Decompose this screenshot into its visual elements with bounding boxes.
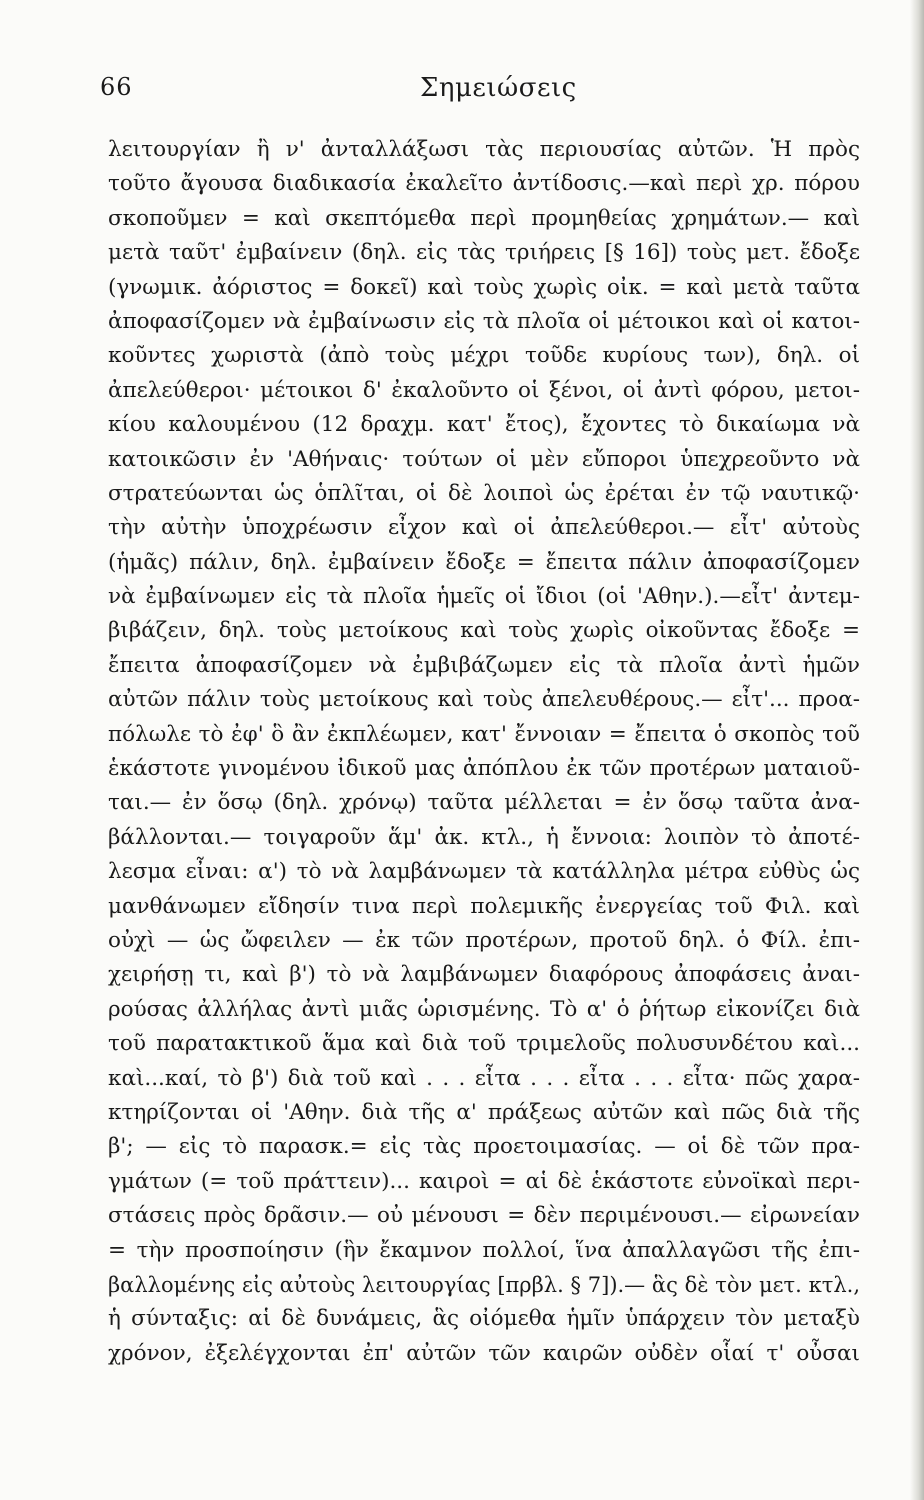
text-line: μετὰ ταῦτ' ἐμβαίνειν (δηλ. εἰς τὰς τριήρεις [§ 16]) τοὺς μετ. ἔδοξε bbox=[108, 240, 860, 266]
text-line: τοῦτο ἄγουσα διαδικασία ἐκαλεῖτο ἀντίδοσις.—καὶ περὶ χρ. πόρου bbox=[108, 171, 860, 197]
text-line: = τὴν προσποίησιν (ἣν ἔκαμνον πολλοί, ἵνα ἀπαλλαγῶσι τῆς ἐπι- bbox=[108, 1237, 860, 1263]
text-line: (γνωμικ. ἀόριστος = δοκεῖ) καὶ τοὺς χωρὶς οἰκ. = καὶ μετὰ ταῦτα bbox=[108, 274, 860, 300]
text-line: ἔπειτα ἀποφασίζομεν νὰ ἐμβιβάζωμεν εἰς τὰ πλοῖα ἀντὶ ἡμῶν bbox=[108, 652, 860, 678]
text-line: χειρήσῃ τι, καὶ β') τὸ νὰ λαμβάνωμεν διαφόρους ἀποφάσεις ἀναι- bbox=[108, 962, 860, 988]
text-line: τὴν αὐτὴν ὑποχρέωσιν εἶχον καὶ οἱ ἀπελεύθεροι.— εἶτ' αὐτοὺς bbox=[108, 515, 860, 541]
text-line: κατοικῶσιν ἐν 'Αθήναις· τούτων οἱ μὲν εὔποροι ὑπεχρεοῦντο νὰ bbox=[108, 446, 860, 472]
text-line: σκοποῦμεν = καὶ σκεπτόμεθα περὶ προμηθείας χρημάτων.— καὶ bbox=[108, 205, 860, 231]
text-line: βιβάζειν, δηλ. τοὺς μετοίκους καὶ τοὺς χωρὶς οἰκοῦντας ἔδοξε = bbox=[108, 618, 860, 644]
text-line: (ἡμᾶς) πάλιν, δηλ. ἐμβαίνειν ἔδοξε = ἔπειτα πάλιν ἀποφασίζομεν bbox=[108, 549, 860, 575]
text-line: καὶ...καί, τὸ β') διὰ τοῦ καὶ . . . εἶτα . . . εἶτα . . . εἶτα· πῶς χαρα- bbox=[108, 1065, 860, 1091]
text-line: γμάτων (= τοῦ πράττειν)... καιροὶ = αἱ δὲ ἑκάστοτε εὐνοϊκαὶ περι- bbox=[108, 1168, 860, 1194]
text-line: τοῦ παρατακτικοῦ ἅμα καὶ διὰ τοῦ τριμελοῦς πολυσυνδέτου καὶ... bbox=[108, 1031, 860, 1057]
text-line: στάσεις πρὸς δρᾶσιν.— οὐ μένουσι = δὲν περιμένουσι.— εἰρωνείαν bbox=[108, 1203, 860, 1229]
text-line: λειτουργίαν ἢ ν' ἀνταλλάξωσι τὰς περιουσίας αὐτῶν. Ἡ πρὸς bbox=[108, 137, 860, 162]
text-line: νὰ ἐμβαίνωμεν εἰς τὰ πλοῖα ἡμεῖς οἱ ἴδιοι (οἱ 'Αθην.).—εἶτ' ἀντεμ- bbox=[108, 584, 860, 610]
text-line: β'; — εἰς τὸ παρασκ.= εἰς τὰς προετοιμασίας. — οἱ δὲ τῶν πρα- bbox=[108, 1134, 860, 1160]
text-line: πόλωλε τὸ ἐφ' ὃ ἂν ἐκπλέωμεν, κατ' ἔννοιαν = ἔπειτα ὁ σκοπὸς τοῦ bbox=[108, 721, 860, 747]
text-line: χρόνον, ἐξελέγχονται ἐπ' αὐτῶν τῶν καιρῶν οὐδὲν οἷαί τ' οὖσαι bbox=[108, 1340, 860, 1366]
text-line: στρατεύωνται ὡς ὁπλῖται, οἱ δὲ λοιποὶ ὡς ἐρέται ἐν τῷ ναυτικῷ· bbox=[108, 480, 860, 506]
text-line: βαλλομένης εἰς αὐτοὺς λειτουργίας [πρβλ. § 7]).— ἃς δὲ τὸν μετ. κτλ., bbox=[108, 1272, 860, 1297]
text-line: βάλλονται.— τοιγαροῦν ἅμ' ἀκ. κτλ., ἡ ἔννοια: λοιπὸν τὸ ἀποτέ- bbox=[108, 824, 860, 850]
page-header bbox=[100, 73, 860, 105]
page-number: 66 bbox=[100, 73, 133, 101]
page-edge-shadow bbox=[910, 0, 924, 1500]
text-line: λεσμα εἶναι: α') τὸ νὰ λαμβάνωμεν τὰ κατάλληλα μέτρα εὐθὺς ὡς bbox=[108, 859, 860, 885]
text-line: ἑκάστοτε γινομένου ἰδικοῦ μας ἀπόπλου ἐκ τῶν προτέρων ματαιοῦ- bbox=[108, 756, 860, 782]
notes-text bbox=[108, 133, 860, 1371]
text-line: οὐχὶ — ὡς ὤφειλεν — ἐκ τῶν προτέρων, προτοῦ δηλ. ὁ Φίλ. ἐπι- bbox=[108, 927, 860, 953]
text-line: κίου καλουμένου (12 δραχμ. κατ' ἔτος), ἔχοντες τὸ δικαίωμα νὰ bbox=[108, 412, 860, 438]
text-line: κοῦντες χωριστὰ (ἀπὸ τοὺς μέχρι τοῦδε κυρίους των), δηλ. οἱ bbox=[108, 343, 860, 369]
running-head: Σημειώσεις bbox=[420, 73, 577, 103]
text-line: ἀποφασίζομεν νὰ ἐμβαίνωσιν εἰς τὰ πλοῖα οἱ μέτοικοι καὶ οἱ κατοι- bbox=[108, 308, 860, 334]
text-line: αὐτῶν πάλιν τοὺς μετοίκους καὶ τοὺς ἀπελευθέρους.— εἶτ'... προα- bbox=[108, 687, 860, 713]
text-line: ται.— ἐν ὅσῳ (δηλ. χρόνῳ) ταῦτα μέλλεται = ἐν ὅσῳ ταῦτα ἀνα- bbox=[108, 790, 860, 816]
text-line: ἡ σύνταξις: αἱ δὲ δυνάμεις, ἃς οἰόμεθα ἡμῖν ὑπάρχειν τὸν μεταξὺ bbox=[108, 1306, 860, 1332]
text-line: ρούσας ἀλλήλας ἀντὶ μιᾶς ὡρισμένης. Τὸ α' ὁ ῥήτωρ εἰκονίζει διὰ bbox=[108, 996, 860, 1022]
text-line: κτηρίζονται οἱ 'Αθην. διὰ τῆς α' πράξεως αὐτῶν καὶ πῶς διὰ τῆς bbox=[108, 1099, 860, 1125]
text-line: μανθάνωμεν εἴδησίν τινα περὶ πολεμικῆς ἐνεργείας τοῦ Φιλ. καὶ bbox=[108, 893, 860, 919]
text-line: ἀπελεύθεροι· μέτοικοι δ' ἐκαλοῦντο οἱ ξένοι, οἱ ἀντὶ φόρου, μετοι- bbox=[108, 377, 860, 403]
